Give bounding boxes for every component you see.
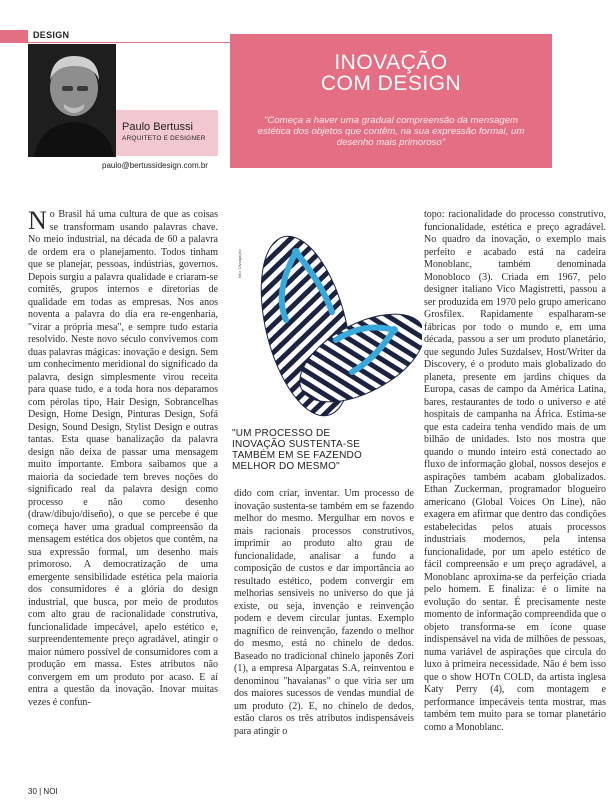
author-portrait-image bbox=[28, 44, 116, 157]
body-column-2 bbox=[234, 488, 414, 778]
headline bbox=[230, 52, 552, 94]
body-column-1-text: o Brasil há uma cultura de que as coisas se transformam usando palavras chave. No meio industrial, na década de 60 a palavra de ordem era o planejamento. Todos tinham que se planejar, pessoas, indústrias, governos. Depois surgiu a palavra qualidade e criaram-se comitês, grupos internos e diretorias de qualidade em todas as empresas. Nos anos noventa a palavra do dia era re-engenharia, "virar a própria mesa", e sempre tudo estaria resolvido. Neste novo século convivemos com duas palavras mágicas: inovação e design. Sem um conhecimento meridional do significado da palavra, design simplesmente virou receita para quase tudo, e a toda hora nos deparamos com pérolas tipo, Hair Design, Sobrancelhas Design, Home Design, Pinturas Design, Sofá Design, Sound Design, Stylist Design e outras tantas. Esta quase banalização da palavra design não deixa de passar uma mensagem muito importante. Embora saibamos que a maioria da sociedade tem breves noções do significado real da palavra design como processo e não como desenho (draw/dibujo/diseño), o que se percebe é que começa haver uma gradual compreensão da mensagem estética dos objetos que contêm, na sua expressão formal, um desenho mais primoroso. A democratização de uma emergente sensibilidade estética pela maioria dos consumidores é a glória do design industrial, que busca, por meio de produtos com alto grau de racionalidade construtiva, funcionalidade impecável, apelo estético e, surpreendentemente preço agradável, atingir o maior número possível de consumidores com a produção em massa. Estes atributos não convergem em um produto por acaso. E aí entra a questão da inovação. Inovar muitas vezes é confun- bbox=[28, 209, 218, 708]
headline-line-1: INOVAÇÃO bbox=[334, 51, 448, 74]
flip-flops-photo bbox=[234, 222, 422, 420]
flip-flops-image bbox=[234, 222, 422, 420]
author-caption-box bbox=[116, 110, 218, 156]
photo-credit: foto: Divulgação bbox=[237, 249, 242, 278]
author-email: paulo@bertussidesign.com.br bbox=[102, 161, 208, 170]
drop-cap: N bbox=[28, 206, 47, 235]
body-column-2-text: dido com criar, inventar. Um processo de inovação sustenta-se também em se fazendo melhor do mesmo. Mergulhar em novos e mais racionais processos construtivos, imprimir ao produto alto grau de funcionalidade, analisar a fundo a composição de custos e dar importância ao resultado estético, podem convergir em melhorias sensíveis no universo do que já existe, ou seja, invenção e reinvenção podem e devem circular juntas. Exemplo magnífico de reinvenção, fazendo o melhor do mesmo, está no chinelo de dedos. Baseado no tradicional chinelo japonês Zori (1), a empresa Alpargatas S.A, reinventou e denominou "havaianas" o que viria ser um dos maiores sucessos de vendas mundial de um produto (2). E, no chinelo de dedos, estão claros os três atributos indispensáveis para atingir o bbox=[234, 488, 414, 737]
section-color-bar bbox=[0, 30, 28, 43]
section-label: DESIGN bbox=[33, 30, 70, 40]
body-column-3-text: topo: racionalidade do processo construtivo, funcionalidade, estética e preço agradável. No quadro da inovação, o exemplo mais perfeito e acabado está na cadeira Monoblanc, também denominada Monobloco (3). Criada em 1967, pelo designer italiano Vico Magistretti, passou a ser produzida em 1970 pelo grupo americano Grosfilex. Rapidamente espalharam-se fábricas por todo o mundo e, em uma década, passou a ser um produto planetário, que segundo Jules Suzdalsev, Host/Writer da Discovery, é o produto mais globalizado do planeta, presente em jardins chiques da Europa, casas de campo da América Latina, bares, restaurantes de todo o universo e até hospitais de campanha na África. Estima-se que esta cadeira tenha vendido mais de um bilhão de unidades. Isto nos mostra que quando o mundo inteiro está conectado ao fluxo de informação global, nossos desejos e aspirações também acabam globalizados. Ethan Zuckerman, programador blogueiro americano (Global Voices On Line), não exagera em afirmar que dentro das condições estabelecidas pelos atuais processos industriais modernos, pela intensa funcionalidade, por um apelo estético de fácil compreensão e um preço agradável, a Monoblanc aproxima-se da perfeição criada pelo homem. E finaliza: é o limite na evolução do sentar. É precisamente neste momento de informação compreendida que o objeto transforma-se em ícone quase indispensável na vida de milhões de pessoas, numa variável de aspirações que circula do luxo à primeira necessidade. Não é bem isso que o show HOTn COLD, da artista inglesa Katy Perry (4), com montagem e performance impecáveis tenta mostrar, mas também tem muito para se tornar planetário como a Monoblanc. bbox=[424, 209, 606, 733]
page-footer: 30 | NOI bbox=[28, 787, 58, 796]
author-name: Paulo Bertussi bbox=[122, 121, 193, 133]
body-column-3 bbox=[424, 209, 606, 769]
header-rule bbox=[28, 42, 230, 43]
headline-line-2: COM DESIGN bbox=[320, 72, 462, 95]
standfirst-quote: "Começa a haver uma gradual compreensão da mensagem estética dos objetos que contêm, na sua expressão formal, um desenho mais primoroso" bbox=[257, 115, 525, 148]
author-role: ARQUITETO E DESIGNER bbox=[122, 135, 206, 142]
author-portrait bbox=[28, 44, 116, 157]
body-column-1 bbox=[28, 206, 218, 777]
pull-quote: "UM PROCESSO DE INOVAÇÃO SUSTENTA-SE TAMBÉM EM SE FAZENDO MELHOR DO MESMO" bbox=[232, 428, 362, 472]
